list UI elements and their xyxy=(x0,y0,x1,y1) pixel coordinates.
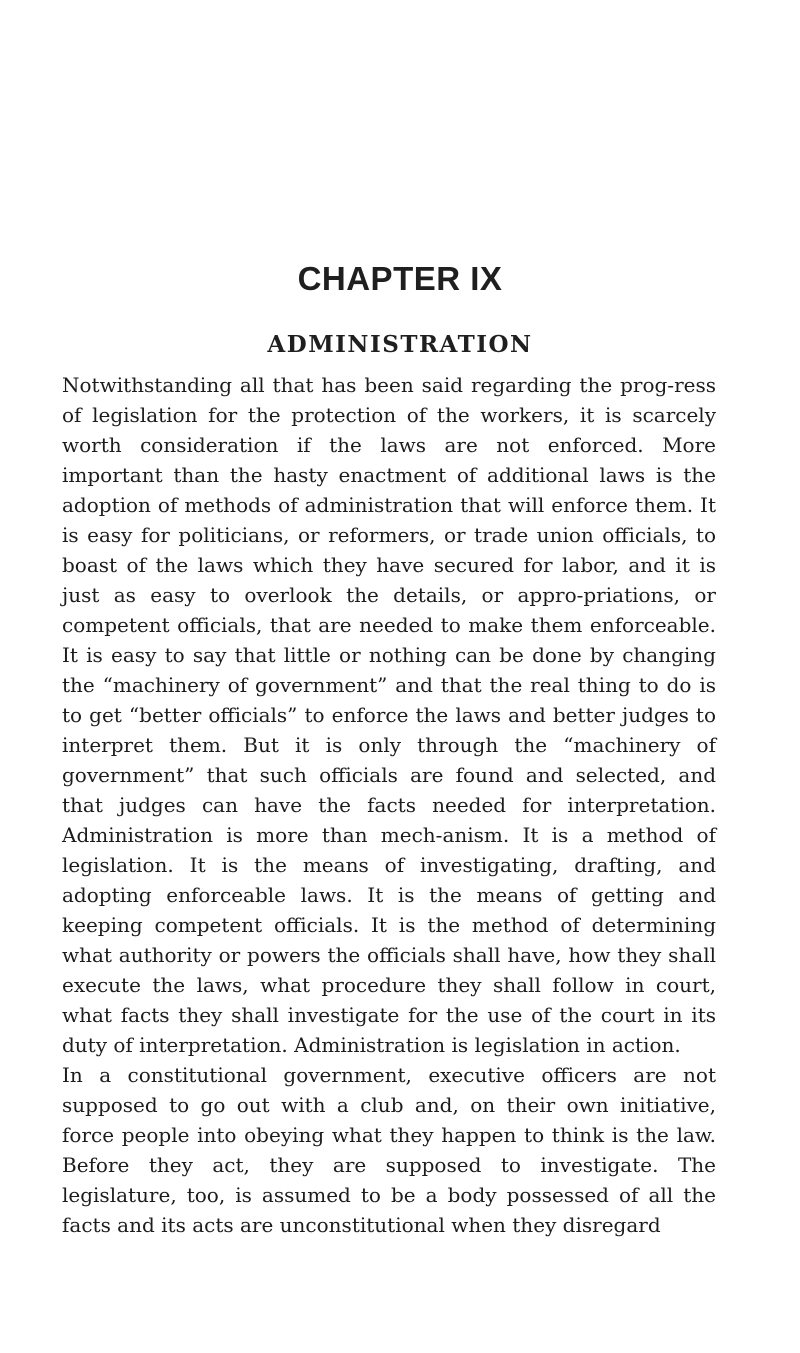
paragraph: In a constitutional government, executive officers are not supposed to go out with a club and, on their own initiative, force people into obeying what they happen to think is the law. Before they act, they are supposed to investigate. The legislature, too, is assumed to be a body possessed of all the facts and its acts are unconstitutional when they disregard xyxy=(62,1063,716,1237)
chapter-body xyxy=(62,370,716,1240)
paragraph: Notwithstanding all that has been said regarding the prog-ress of legislation for the protection of the workers, it is scarcely worth consideration if the laws are not enforced. More important than the hasty enactment of additional laws is the adoption of methods of administration that will enforce them. It is easy for politicians, or reformers, or trade union officials, to boast of the laws which they have secured for labor, and it is just as easy to overlook the details, or appro-priations, or competent officials, that are needed to make them enforceable. It is easy to say that little or nothing can be done by changing the “machinery of government” and that the real thing to do is to get “better officials” to enforce the laws and better judges to interpret them. But it is only through the “machinery of government” that such officials are found and selected, and that judges can have the facts needed for interpretation. Administration is more than mech-anism. It is a method of legislation. It is the means of investigating, drafting, and adopting enforceable laws. It is the means of getting and keeping competent officials. It is the method of determining what authority or powers the officials shall have, how they shall execute the laws, what procedure they shall follow in court, what facts they shall investigate for the use of the court in its duty of interpretation. Administration is legislation in action. xyxy=(62,373,716,1057)
chapter-title: ADMINISTRATION xyxy=(267,331,533,358)
chapter-number: CHAPTER IX xyxy=(297,260,503,297)
